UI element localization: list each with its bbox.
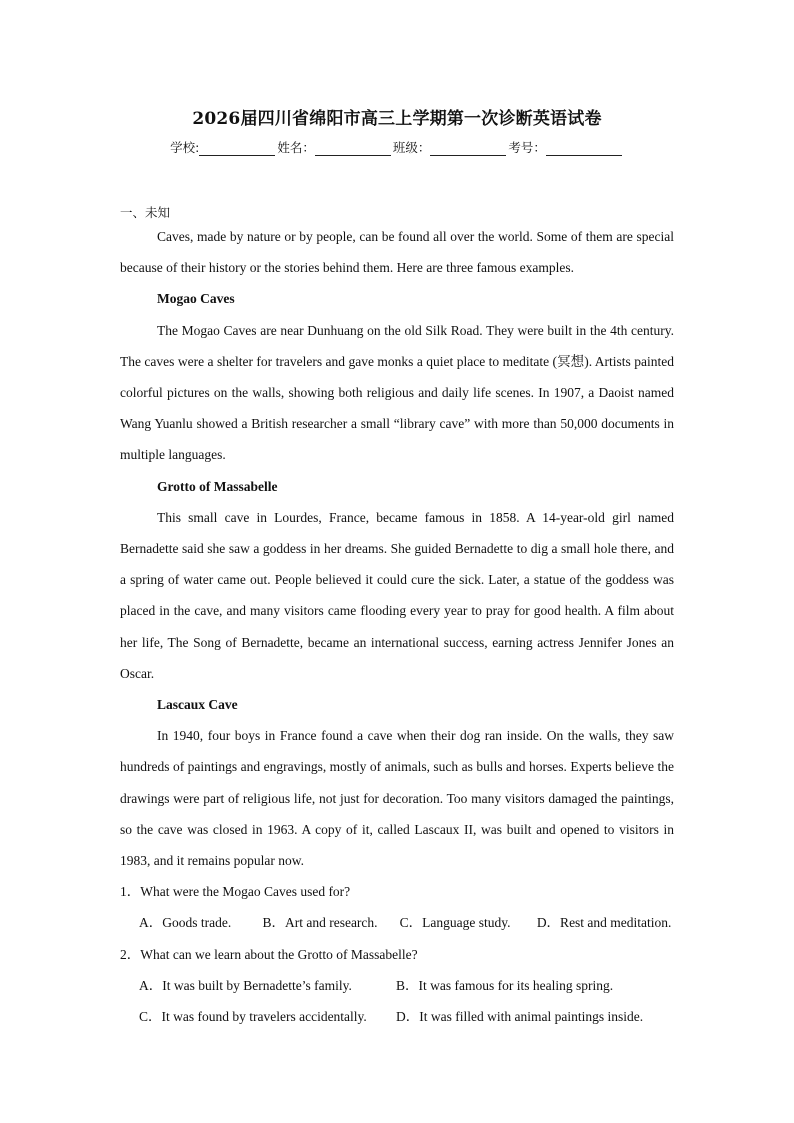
option-d: D．Rest and meditation. <box>536 915 672 931</box>
school-label: 学校: <box>170 140 200 155</box>
passage-heading-massabelle: Grotto of Massabelle <box>157 478 278 494</box>
section-title: 一、未知 <box>120 205 171 220</box>
option-c: C．It was found by travelers accidentally. <box>139 1009 367 1025</box>
class-label: 班级： <box>392 140 431 155</box>
question-options <box>120 907 674 938</box>
passage-paragraph-massabelle: This small cave in Lourdes, France, became famous in 1858. A 14-year-old girl named Bernadette said she saw a goddess in her dreams. She guided Bernadette to dig a small hole there, and a spring of water came out. People believed it could cure the sick. Later, a statue of the goddess was placed in the cave, and many visitors came flooding every year to pray for good health. A film about her life, The Song of Bernadette, became an international success, earning actress Jennifer Jones an Oscar. <box>120 509 674 681</box>
option-a: A．Goods trade. <box>139 915 232 931</box>
name-label: 姓名： <box>277 140 315 155</box>
question-stem: 2．What can we learn about the Grotto of Massabelle? <box>120 946 418 962</box>
reading-passage <box>120 221 674 1032</box>
option-d: D．It was filled with animal paintings inside. <box>396 1009 644 1025</box>
class-blank <box>430 142 506 156</box>
option-b: B．Art and research. <box>262 915 378 931</box>
passage-paragraph-mogao: The Mogao Caves are near Dunhuang on the old Silk Road. They were built in the 4th century. The caves were a shelter for travelers and gave monks a quiet place to meditate (冥想). Artists painted colorful pictures on the walls, showing both religious and daily life scenes. In 1907, a Daoist named Wang Yuanlu showed a British researcher a small “library cave” with more than 50,000 documents in multiple languages. <box>120 322 674 463</box>
option-b: B．It was famous for its healing spring. <box>396 977 614 993</box>
option-c: C．Language study. <box>399 915 511 931</box>
passage-paragraph-lascaux: In 1940, four boys in France found a cave when their dog ran inside. On the walls, they saw hundreds of paintings and engravings, mostly of animals, such as bulls and horses. Experts believe the drawings were part of religious life, not just for decoration. Too many visitors damaged the paintings, so the cave was closed in 1963. A copy of it, called Lascaux II, was built and opened to visitors in 1983, and it remains popular now. <box>120 728 674 869</box>
exam-title: 2026届四川省绵阳市高三上学期第一次诊断英语试卷 <box>192 109 602 129</box>
exam-no-blank <box>546 142 622 156</box>
school-blank <box>199 142 275 156</box>
student-info-line <box>0 138 794 156</box>
exam-no-label: 考号： <box>508 140 546 155</box>
name-blank <box>315 142 391 156</box>
question-options <box>120 970 674 1001</box>
option-a: A．It was built by Bernadette’s family. <box>139 977 352 993</box>
question-options <box>120 1001 674 1032</box>
passage-heading-mogao: Mogao Caves <box>157 291 235 307</box>
passage-intro: Caves, made by nature or by people, can be found all over the world. Some of them are special because of their history or the stories behind them. Here are three famous examples. <box>120 229 674 276</box>
question-stem: 1．What were the Mogao Caves used for? <box>120 884 351 900</box>
passage-heading-lascaux: Lascaux Cave <box>157 697 238 713</box>
